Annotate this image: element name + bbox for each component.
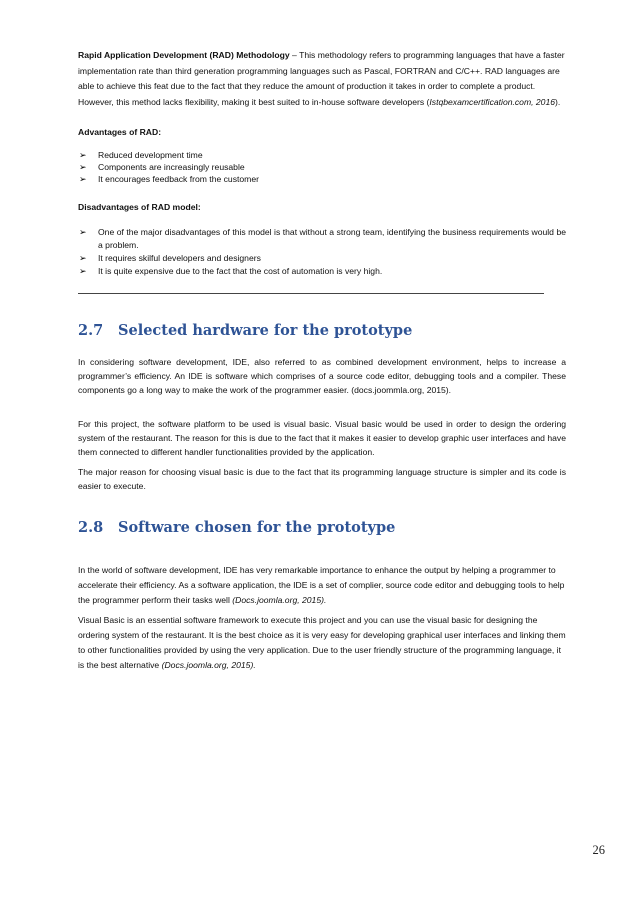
rad-tail: ). xyxy=(555,96,561,107)
disadvantages-list xyxy=(78,226,566,278)
list-item: ➢ Components are increasingly reusable xyxy=(79,162,245,172)
citation: (Docs.joomla.org, 2015). xyxy=(232,595,327,605)
advantages-heading: Advantages of RAD: xyxy=(78,127,162,137)
list-item: ➢ It requires skilful developers and designers xyxy=(79,253,261,263)
section-heading-2-7 xyxy=(78,322,412,339)
list-item: ➢ It encourages feedback from the customer xyxy=(79,174,259,184)
section-2-7-paragraph-2: For this project, the software platform to be used is visual basic. Visual basic would be used in order to design the ordering system of the restaurant. The reason for this is due to the fact that it makes it easier to develop graphic user interfaces and have them connected to different handler functionalities provided by the application. xyxy=(78,419,566,457)
arrow-bullet-icon: ➢ xyxy=(79,162,87,172)
list-item: ➢ One of the major disadvantages of this model is that without a strong team, identifying the business requirements would be a problem. xyxy=(79,227,566,250)
arrow-bullet-icon: ➢ xyxy=(79,174,87,184)
horizontal-divider xyxy=(78,293,544,294)
section-number: 2.7 xyxy=(78,322,104,339)
arrow-bullet-icon: ➢ xyxy=(79,227,87,237)
arrow-bullet-icon: ➢ xyxy=(79,150,87,160)
section-2-8-paragraph-2: Visual Basic is an essential software framework to execute this project and you can use the visual basic for designing the ordering system of the restaurant. It is the best choice as it is very easy for developing graphical user interfaces and linking them to other functionalities provided by using the very application. Due to the user friendly structure of the programming language, it is the best alternative (Docs.joomla.org, 2015). xyxy=(78,615,566,670)
section-2-7-paragraph-3: The major reason for choosing visual basic is due to the fact that its programming language structure is simpler and its code is easier to execute. xyxy=(78,467,566,491)
section-title: Software chosen for the prototype xyxy=(118,519,396,536)
arrow-bullet-icon: ➢ xyxy=(79,266,87,276)
advantages-list xyxy=(78,149,566,185)
disadvantages-heading: Disadvantages of RAD model: xyxy=(78,202,201,212)
section-2-8-paragraph-1: In the world of software development, IDE has very remarkable importance to enhance the output by helping a programmer to accelerate their efficiency. As a software application, the IDE is a set of complier, source code editor and debugging tools to help the programmer perform their tasks well (Docs.joomla.org, 2015). xyxy=(78,565,565,605)
list-item: ➢ It is quite expensive due to the fact that the cost of automation is very high. xyxy=(79,266,383,276)
section-heading-2-8 xyxy=(78,519,395,536)
page-number: 26 xyxy=(592,843,605,857)
arrow-bullet-icon: ➢ xyxy=(79,253,87,263)
section-title: Selected hardware for the prototype xyxy=(118,322,413,339)
rad-body: – This methodology refers to programming languages that have a faster implementation rate than third generation programming languages such as Pascal, FORTRAN and C/C++. RAD languages are able to achieve this feat due to the fact that they reduce the amount of production it takes in order to complete a product. However, this method lacks flexibility, making it best suited to in-house software developers ( xyxy=(78,50,565,107)
section-2-7-paragraph-1: In considering software development, IDE, also referred to as combined development environment, helps to increase a programmer’s efficiency. An IDE is software which comprises of a source code editor, debugging tools and a compiler. These components go a long way to make the work of the programmer easier. (docs.joommla.org, 2015). xyxy=(78,357,566,395)
rad-title: Rapid Application Development (RAD) Methodology xyxy=(78,50,290,60)
citation: (Docs.joomla.org, 2015). xyxy=(161,660,256,670)
list-item: ➢ Reduced development time xyxy=(79,150,203,160)
rad-citation: Istqbexamcertification.com, 2016 xyxy=(429,96,556,107)
rad-paragraph xyxy=(78,48,566,110)
section-number: 2.8 xyxy=(78,519,104,536)
